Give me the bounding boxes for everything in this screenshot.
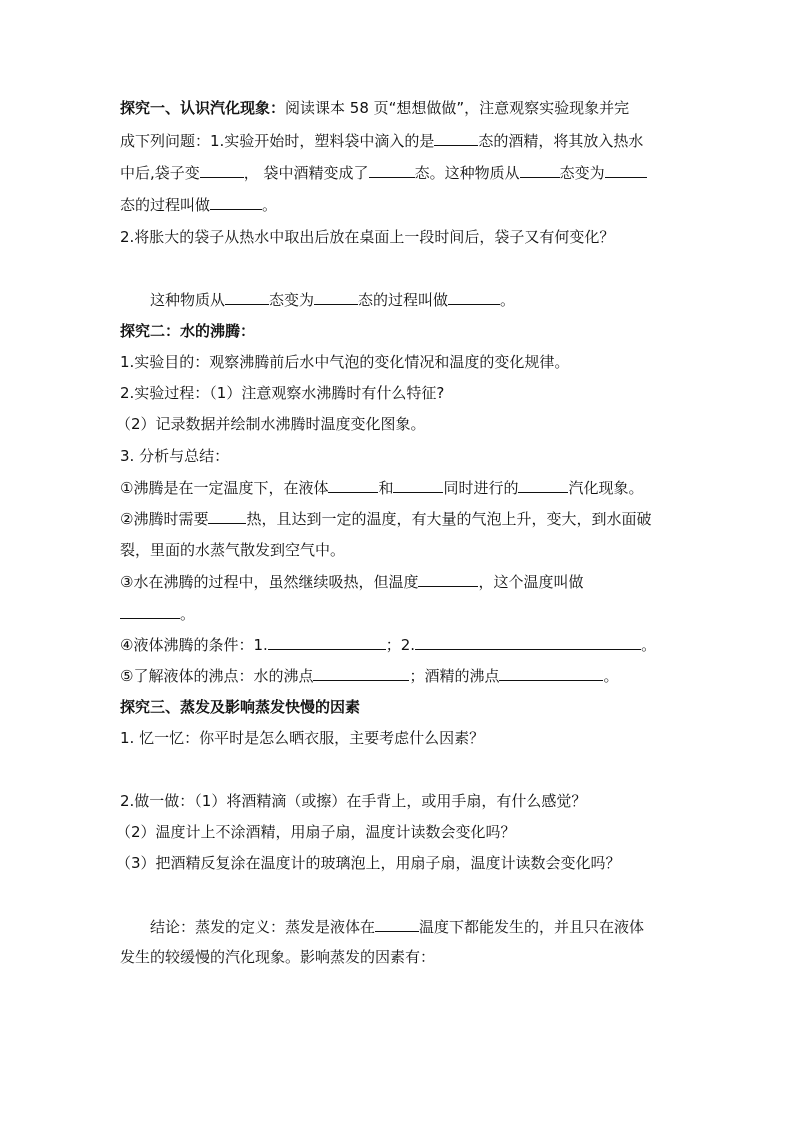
answer-blank[interactable]	[520, 162, 560, 178]
answer-blank[interactable]	[208, 508, 246, 524]
s3-line-1: 1. 忆一忆：你平时是怎么晒衣服，主要考虑什么因素？	[120, 729, 485, 747]
s2-conclusion-4	[120, 634, 656, 655]
s3-conclusion	[150, 916, 644, 937]
text: 态。这种物质从	[414, 164, 520, 182]
answer-blank[interactable]	[393, 477, 443, 493]
text: ，这个温度叫做	[478, 573, 584, 591]
text: 态变为	[559, 164, 605, 182]
answer-blank[interactable]	[375, 916, 419, 932]
s1-line-3	[120, 162, 647, 183]
s2-conclusion-5	[120, 665, 618, 686]
answer-blank[interactable]	[200, 162, 244, 178]
answer-blank[interactable]	[225, 289, 269, 305]
s1-line-2	[120, 130, 643, 151]
text: 态的酒精，将其放入热水	[478, 132, 644, 150]
s2-conclusion-1	[120, 477, 644, 498]
text: ①沸腾是在一定温度下，在液体	[120, 479, 329, 497]
s2-conclusion-2-cont: 裂，里面的水蒸气散发到空气中。	[120, 541, 346, 559]
s3-heading: 探究三、蒸发及影响蒸发快慢的因素	[120, 698, 361, 716]
s1-intro-text: 阅读课本 58 页“想想做做”，注意观察实验现象并完	[285, 99, 630, 117]
answer-blank[interactable]	[120, 603, 180, 619]
text: 。	[603, 667, 619, 685]
answer-blank[interactable]	[268, 634, 386, 650]
answer-blank[interactable]	[499, 665, 603, 681]
s2-conclusion-3	[120, 571, 583, 592]
s1-line-5: 2.将胀大的袋子从热水中取出后放在桌面上一段时间后，袋子又有何变化？	[120, 228, 615, 246]
answer-blank[interactable]	[369, 162, 415, 178]
text: 成下列问题：1.实验开始时，塑料袋中滴入的是	[120, 132, 435, 150]
text: ③水在沸腾的过程中，虽然继续吸热，但温度	[120, 573, 419, 591]
text: 。	[500, 291, 516, 309]
text: ， 袋中酒精变成了	[243, 164, 369, 182]
answer-blank[interactable]	[434, 130, 478, 146]
text: 这种物质从	[150, 291, 226, 309]
answer-blank[interactable]	[210, 194, 262, 210]
text: 结论：蒸发的定义：蒸发是液体在	[150, 918, 376, 936]
text: 同时进行的	[443, 479, 519, 497]
answer-blank[interactable]	[605, 162, 647, 178]
s3-line-2: 2.做一做：（1）将酒精滴（或擦）在手背上，或用手扇，有什么感觉？	[120, 792, 587, 810]
text: 态的过程叫做	[358, 291, 449, 309]
text: 热，且达到一定的温度，有大量的气泡上升，变大，到水面破	[246, 510, 652, 528]
text: 汽化现象。	[568, 479, 644, 497]
answer-blank[interactable]	[313, 665, 409, 681]
text: 中后,袋子变	[120, 164, 200, 182]
s2-line-2: 2.实验过程：（1）注意观察水沸腾时有什么特征?	[120, 384, 445, 402]
answer-blank[interactable]	[415, 634, 641, 650]
text: ；2.	[385, 636, 416, 654]
s1-line-6	[150, 289, 515, 310]
s3-line-4: （3）把酒精反复涂在温度计的玻璃泡上，用扇子扇，温度计读数会变化吗？	[116, 854, 621, 872]
answer-blank[interactable]	[314, 289, 358, 305]
answer-blank[interactable]	[418, 571, 478, 587]
answer-blank[interactable]	[328, 477, 378, 493]
s2-line-4: 3. 分析与总结：	[120, 447, 230, 465]
s2-conclusion-3-cont	[120, 603, 195, 624]
s1-heading: 探究一、认识汽化现象：	[120, 99, 286, 117]
text: ④液体沸腾的条件：1.	[120, 636, 268, 654]
text: ；酒精的沸点	[409, 667, 500, 685]
s1-line-1	[120, 98, 629, 118]
text: 温度下都能发生的，并且只在液体	[419, 918, 645, 936]
text: 。	[180, 605, 196, 623]
s2-line-3: （2）记录数据并绘制水沸腾时温度变化图象。	[116, 415, 426, 433]
s3-conclusion-cont: 发生的较缓慢的汽化现象。影响蒸发的因素有：	[120, 948, 436, 966]
s1-line-4	[120, 194, 277, 215]
answer-blank[interactable]	[448, 289, 500, 305]
text: ②沸腾时需要	[120, 510, 209, 528]
text: 态的过程叫做	[120, 196, 211, 214]
text: 。	[641, 636, 657, 654]
text: 态变为	[269, 291, 315, 309]
s3-line-3: （2）温度计上不涂酒精，用扇子扇，温度计读数会变化吗？	[116, 823, 516, 841]
text: 和	[378, 479, 394, 497]
s2-heading: 探究二：水的沸腾：	[120, 322, 256, 340]
answer-blank[interactable]	[518, 477, 568, 493]
s2-conclusion-2	[120, 508, 651, 529]
s2-line-1: 1.实验目的：观察沸腾前后水中气泡的变化情况和温度的变化规律。	[120, 353, 570, 371]
text: ⑤了解液体的沸点：水的沸点	[120, 667, 314, 685]
text: 。	[262, 196, 278, 214]
